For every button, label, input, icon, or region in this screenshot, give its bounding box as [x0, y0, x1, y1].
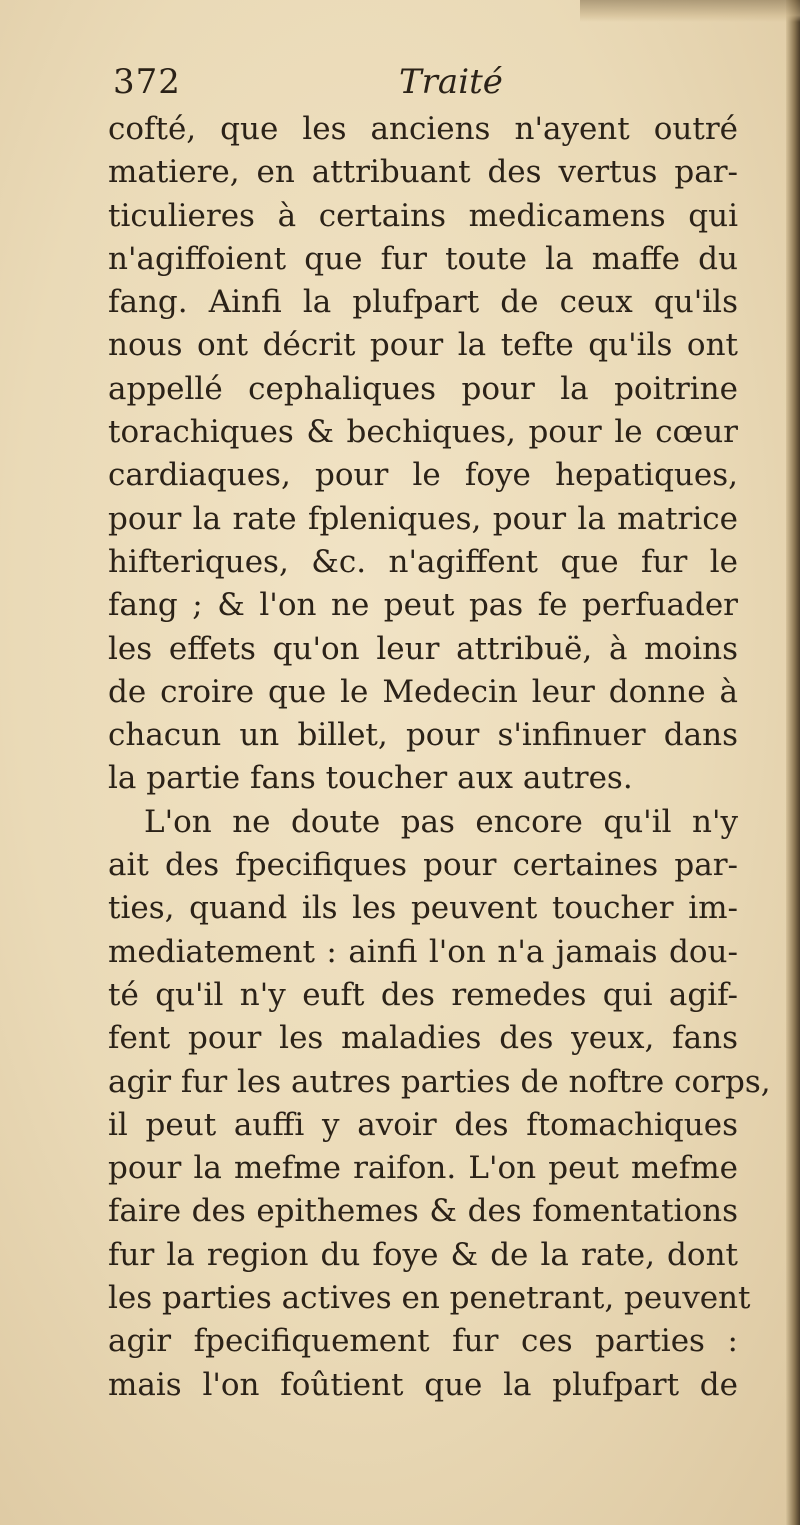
text-line: faire des epithemes & des fomentations [108, 1193, 738, 1230]
page-top-shadow [580, 0, 800, 22]
text-line: les effets qu'on leur attribuë, à moins [108, 630, 738, 667]
text-line: té qu'il n'y euft des remedes qui agif- [108, 976, 738, 1013]
text-line: ties, quand ils les peuvent toucher im- [108, 890, 738, 927]
text-line: fang. Ainfi la plufpart de ceux qu'ils [108, 284, 738, 321]
text-line: fur la region du foye & de la rate, dont [108, 1236, 738, 1273]
text-line: fent pour les maladies des yeux, fans [108, 1020, 738, 1057]
text-line: matiere, en attribuant des vertus par- [108, 154, 738, 191]
text-line: chacun un billet, pour s'infinuer dans [108, 717, 738, 754]
text-line: ticulieres à certains medicamens qui [108, 197, 738, 234]
running-title: Traité [399, 62, 503, 102]
text-line: ait des fpecifiques pour certaines par- [108, 847, 738, 884]
text-line: mediatement : ainfi l'on n'a jamais dou- [108, 933, 738, 970]
text-line: cardiaques, pour le foye hepatiques, [108, 457, 738, 494]
paragraph-start-line: L'on ne doute pas encore qu'il n'y [144, 803, 738, 840]
text-line: pour la rate fpleniques, pour la matrice [108, 500, 738, 537]
text-line: agir fur les autres parties de noftre corps, [108, 1063, 771, 1100]
text-line: agir fpecifiquement fur ces parties : [108, 1323, 738, 1360]
text-line: pour la mefme raifon. L'on peut mefme [108, 1150, 738, 1187]
page-edge-shadow [786, 0, 800, 1525]
text-line: fang ; & l'on ne peut pas fe perfuader [108, 587, 738, 624]
text-line: appellé cephaliques pour la poitrine [108, 370, 738, 407]
text-line: les parties actives en penetrant, peuvent [108, 1280, 751, 1317]
text-line: n'agiffoient que fur toute la maffe du [108, 240, 738, 277]
paragraph-end-line: la partie fans toucher aux autres. [108, 760, 633, 797]
page-header [113, 62, 733, 106]
page-number: 372 [113, 62, 181, 102]
text-line: il peut auffi y avoir des ftomachiques [108, 1106, 738, 1143]
text-line: mais l'on foûtient que la plufpart de [108, 1366, 738, 1403]
body-text [108, 108, 771, 1407]
text-line: de croire que le Medecin leur donne à [108, 673, 738, 710]
text-line: hifteriques, &c. n'agiffent que fur le [108, 543, 738, 580]
text-line: nous ont décrit pour la tefte qu'ils ont [108, 327, 738, 364]
text-line: cofté, que les anciens n'ayent outré [108, 111, 738, 147]
text-line: torachiques & bechiques, pour le cœur [108, 414, 738, 451]
